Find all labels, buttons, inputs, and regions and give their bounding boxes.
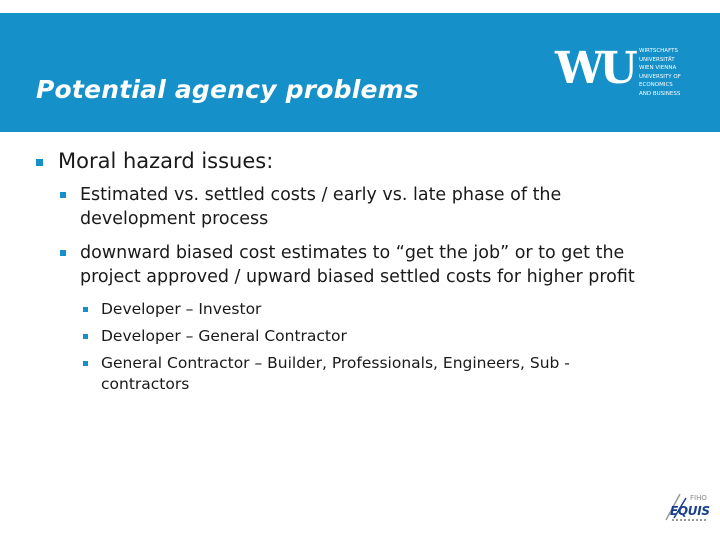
wu-logo-line: UNIVERSITY OF — [639, 73, 681, 80]
bullet-item — [36, 353, 656, 395]
bullet-item — [36, 241, 656, 289]
square-bullet-icon — [60, 192, 66, 198]
bullet-item — [36, 183, 656, 231]
wu-logo-line: UNIVERSITÄT — [639, 56, 675, 63]
slide-title: Potential agency problems — [36, 75, 419, 104]
equis-fiho-text: FIHO — [690, 494, 707, 502]
bullet-item — [36, 148, 656, 175]
wu-logo-line: WIRTSCHAFTS — [639, 48, 678, 54]
wu-logo-mark: WU — [555, 43, 633, 94]
wu-logo — [555, 45, 685, 117]
bullet-text: Developer – General Contractor — [101, 327, 347, 345]
bullet-text: downward biased cost estimates to “get the job” or to get the project approved / upward biased settled costs for higher profit — [80, 243, 635, 287]
equis-underline — [672, 519, 706, 521]
bullet-text: Developer – Investor — [101, 300, 262, 318]
wu-logo-line: ECONOMICS — [639, 82, 673, 89]
bullet-text: Estimated vs. settled costs / early vs. late phase of the development process — [80, 185, 562, 229]
wu-logo-text — [639, 47, 681, 99]
square-bullet-icon — [83, 334, 88, 339]
slide-header — [0, 13, 720, 132]
wu-logo-line: WIEN VIENNA — [639, 65, 677, 72]
bullet-item — [36, 326, 656, 347]
bullet-list — [36, 148, 656, 401]
equis-logo — [660, 488, 710, 528]
bullet-text: General Contractor – Builder, Professionals, Engineers, Sub -contractors — [101, 354, 570, 393]
square-bullet-icon — [83, 307, 88, 312]
square-bullet-icon — [83, 361, 88, 366]
equis-label: EQUIS — [670, 504, 710, 518]
wu-logo-line: AND BUSINESS — [639, 90, 681, 97]
bullet-text: Moral hazard issues: — [58, 149, 274, 173]
bullet-item — [36, 299, 656, 320]
square-bullet-icon — [60, 250, 66, 256]
square-bullet-icon — [36, 159, 43, 166]
